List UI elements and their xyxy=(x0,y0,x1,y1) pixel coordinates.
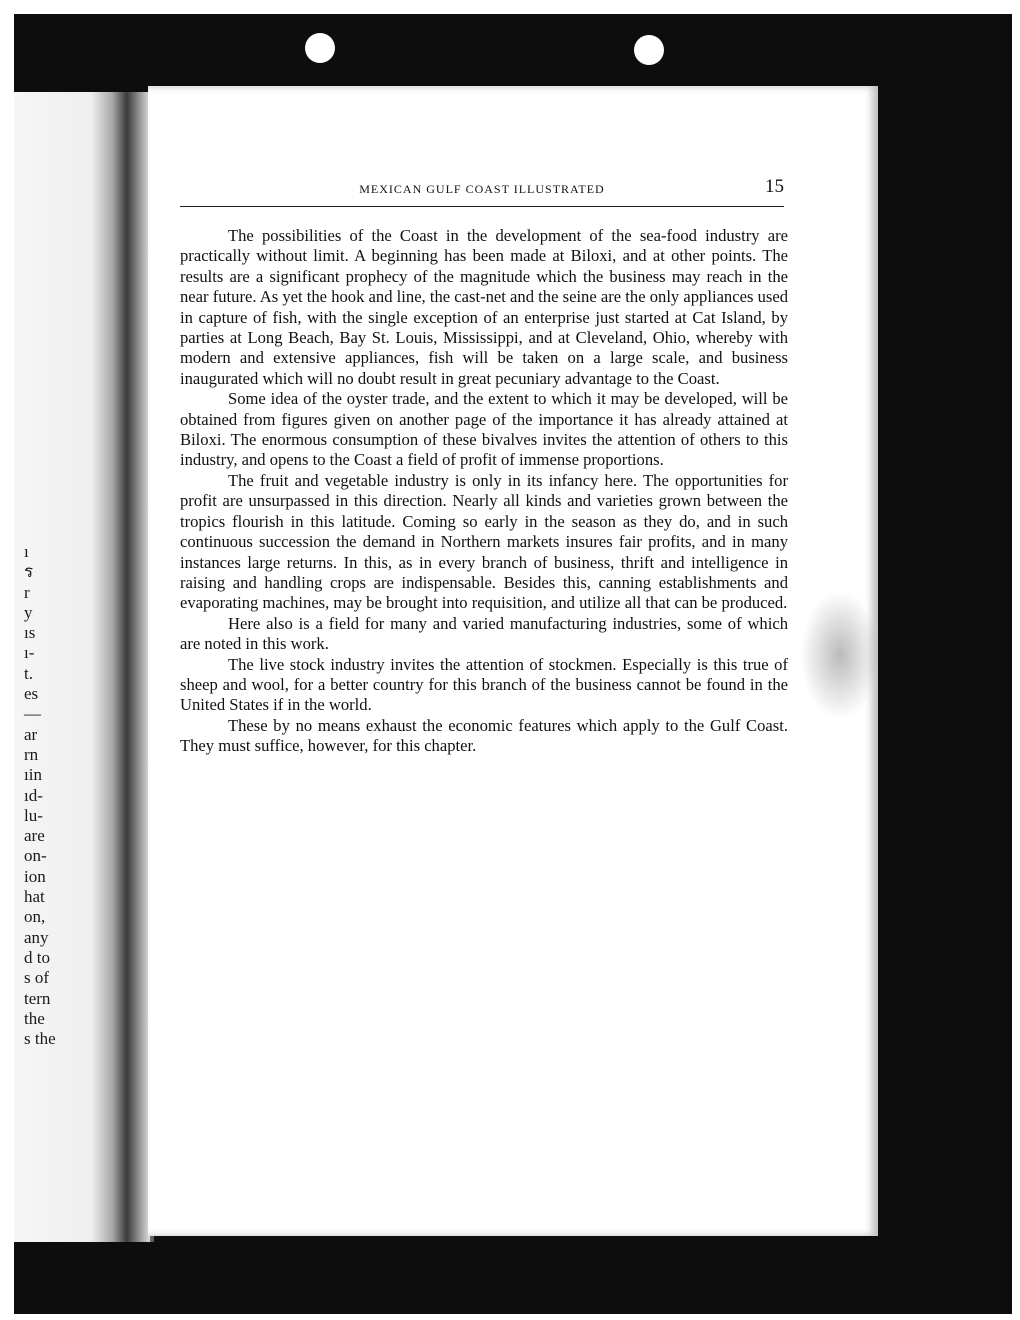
fragment-line: ı- xyxy=(24,643,35,663)
fragment-line: s of xyxy=(24,968,50,988)
body-text xyxy=(180,226,788,757)
ink-smudge xyxy=(800,590,880,720)
fragment-line: ion xyxy=(24,866,46,886)
fragment-line: r xyxy=(24,582,30,602)
paragraph: The live stock industry invites the attention of stockmen. Especially is this true of sheep and wool, for a better country for this branch of the business cannot be found in the United States if in the world. xyxy=(180,654,788,715)
fragment-line: ar xyxy=(24,724,38,744)
fragment-line: ı xyxy=(24,542,29,561)
running-head: MEXICAN GULF COAST ILLUSTRATED xyxy=(359,182,605,196)
fragment-line: t. xyxy=(24,663,33,683)
fragment-line: — xyxy=(24,704,41,724)
left-page-text-fragments xyxy=(24,542,84,1049)
fragment-line: tern xyxy=(24,988,51,1008)
paragraph: Some idea of the oyster trade, and the extent to which it may be developed, will be obtained from figures given on another page of the importance it has already attained at Biloxi. The enormous consumption of these bivalves invites the attention of others to this industry, and opens to the Coast a field of profit of immense proportions. xyxy=(180,389,788,470)
paragraph: The fruit and vegetable industry is only in its infancy here. The opportunities for profit are unsurpassed in this direction. Nearly all kinds and varieties grown between the tropics flourish in this latitude. Coming so early in the season as they do, and in such continuous succession the demand in Northern markets insures fair profits, and in many instances large returns. In this, as in every branch of business, thrift and intelligence in raising and handling crops are indispensable. Besides this, canning establishments and evaporating machines, may be brought into requisition, and utilize all that can be produced. xyxy=(180,470,788,613)
fragment-line: ıs xyxy=(24,623,36,643)
fragment-line: are xyxy=(24,826,45,846)
fragment-line: ıin xyxy=(24,765,42,785)
fragment-line: y xyxy=(24,602,33,622)
page-header xyxy=(180,176,784,207)
fragment-line: on- xyxy=(24,846,47,866)
fragment-line: lu- xyxy=(24,805,43,825)
fragment-line: ıd- xyxy=(24,785,43,805)
page-number: 15 xyxy=(765,176,784,197)
paragraph: These by no means exhaust the economic features which apply to the Gulf Coast. They must suffice, however, for this chapter. xyxy=(180,715,788,756)
paragraph: The possibilities of the Coast in the development of the sea-food industry are practically without limit. A beginning has been made at Biloxi, and at other points. The results are a significant prophecy of the magnitude which the business may reach in the near future. As yet the hook and line, the cast-net and the seine are the only appliances used in capture of fish, with the single exception of an enterprise just started at Cat Island, by parties at Long Beach, Bay St. Louis, Mississippi, and at Cleveland, Ohio, whereby with modern and extensive appliances, fish will be taken on a large scale, and business inaugurated which will no doubt result in great pecuniary advantage to the Coast. xyxy=(180,226,788,388)
paragraph: Here also is a field for many and varied manufacturing industries, some of which are noted in this work. xyxy=(180,613,788,654)
fragment-line: the xyxy=(24,1008,45,1028)
fragment-line: any xyxy=(24,927,49,947)
fragment-line: rn xyxy=(24,744,39,764)
book-gutter xyxy=(92,92,150,1242)
punch-hole xyxy=(634,35,664,65)
fragment-line: d to xyxy=(24,947,50,967)
fragment-line: on, xyxy=(24,907,46,927)
punch-hole xyxy=(305,33,335,63)
fragment-line: es xyxy=(24,684,39,704)
fragment-line: s the xyxy=(24,1029,56,1049)
fragment-line: ร xyxy=(24,562,34,582)
fragment-line: hat xyxy=(24,887,45,907)
